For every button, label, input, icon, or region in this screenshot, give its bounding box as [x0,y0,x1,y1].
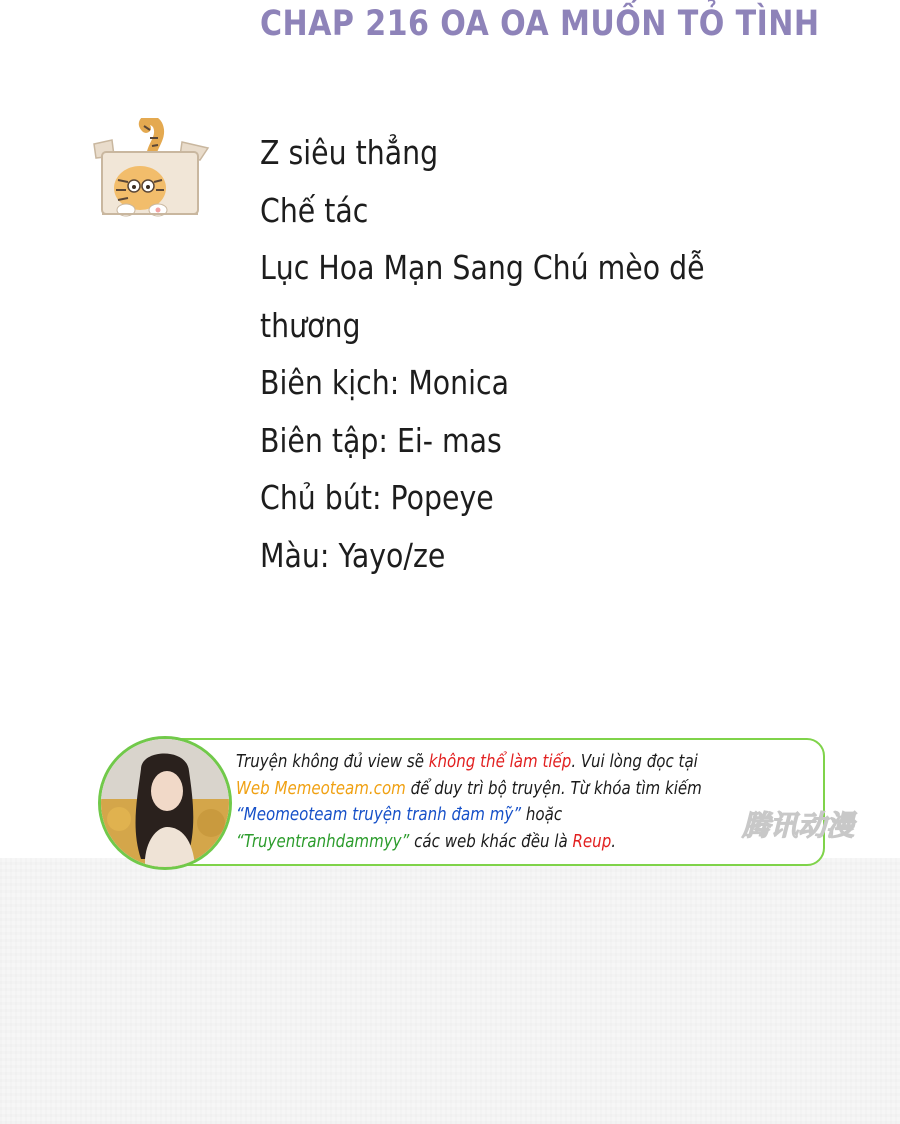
page-bottom-texture [0,858,900,1124]
watermark-text: 腾讯动漫 [742,809,855,842]
search-keyword-2: “Truyentranhdammyy” [236,831,410,852]
credits-list [260,124,707,584]
credit-line-producer: Lục Hoa Mạn Sang Chú mèo dễ thương [260,248,705,345]
notice-text [236,749,743,855]
credit-line-producer-label: Chế tác [260,190,369,230]
warning-text: không thể làm tiếp [428,752,572,772]
website-link[interactable]: Web Memeoteam.com [236,778,406,799]
notice-line-3: “Meomeoteam truyện tranh đam mỹ” hoặc [236,805,563,825]
credit-line-artist: Chủ bút: Popeye [260,478,494,517]
credit-line-writer: Biên kịch: Monica [260,363,510,402]
tencent-comics-watermark [740,806,882,842]
notice-line-1: Truyện không đủ view sẽ không thể làm tiếp. Vui lòng đọc tại [236,752,698,772]
credit-line-color: Màu: Yayo/ze [260,535,446,575]
credit-line-title: Z siêu thẳng [260,133,439,172]
credit-line-editor: Biên tập: Ei- mas [260,420,502,460]
avatar-portrait-icon [101,739,229,867]
search-keyword-1: “Meomeoteam truyện tranh đam mỹ” [236,805,522,825]
team-avatar-photo [98,736,232,870]
reup-text: Reup [572,831,612,852]
chapter-title: CHAP 216 OA OA MUỐN TỎ TÌNH [260,4,820,44]
notice-line-2: Web Memeoteam.com để duy trì bộ truyện. Từ khóa tìm kiếm [236,778,702,799]
notice-line-4: “Truyentranhdammyy” các web khác đều là Reup. [236,831,617,852]
tiger-cat-in-box-icon [88,118,216,222]
